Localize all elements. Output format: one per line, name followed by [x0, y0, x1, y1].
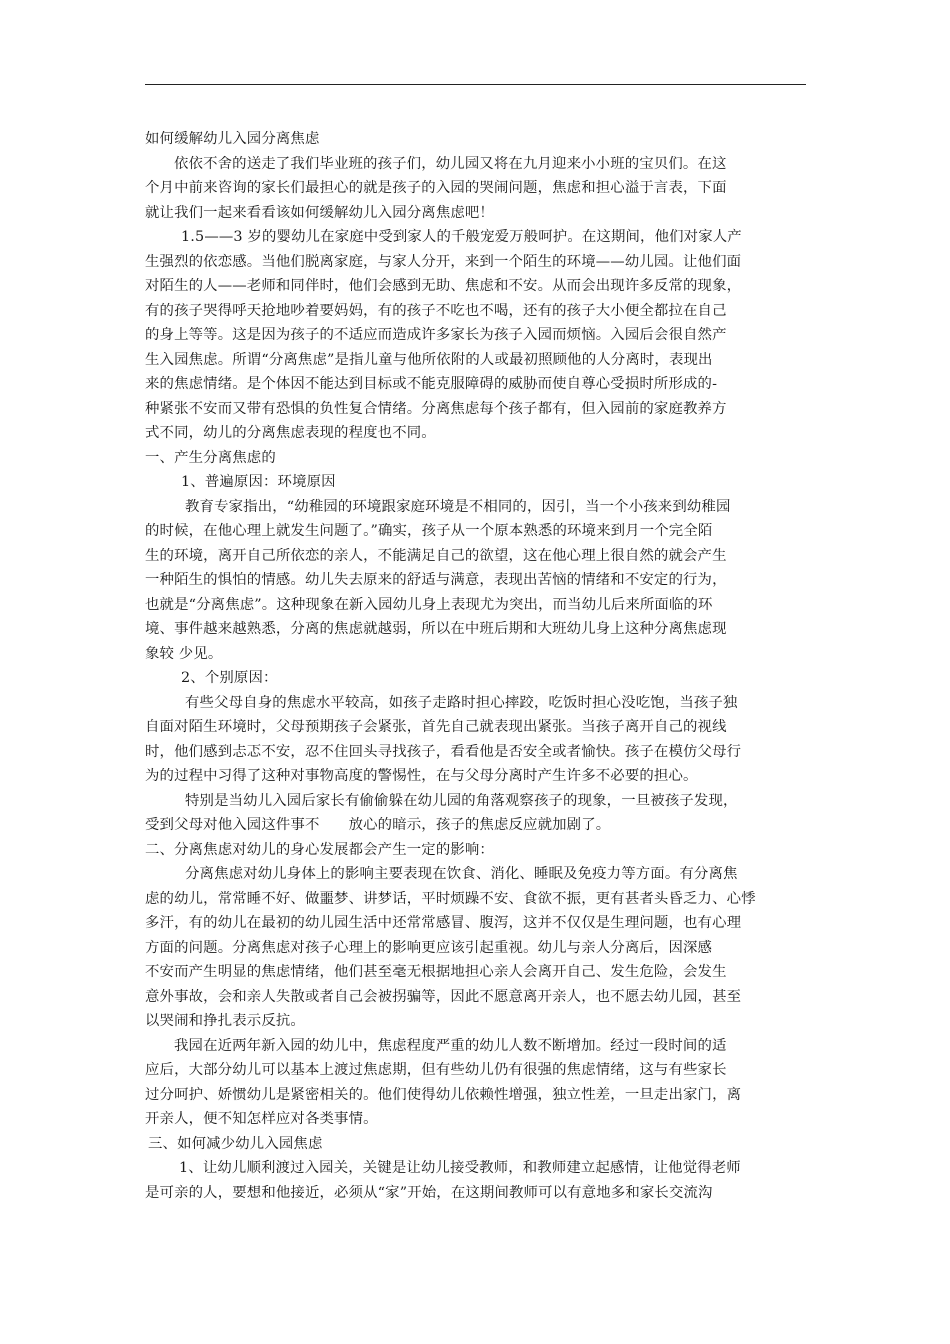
- paragraph-line: 一种陌生的惧怕的情感。幼儿失去原来的舒适与满意，表现出苦恼的情绪和不安定的行为，: [145, 572, 727, 588]
- document-body: [145, 127, 806, 1205]
- paragraph-line: 的时候，在他心理上就发生问题了。”确实，孩子从一个原本熟悉的环境来到月一个完全陌: [145, 523, 713, 539]
- paragraph-line: 象较 少见。: [145, 645, 223, 662]
- paragraph-line: 依依不舍的送走了我们毕业班的孩子们，幼儿园又将在九月迎来小小班的宝贝们。在这: [174, 155, 727, 172]
- paragraph-line: 时，他们感到忐忑不安，忍不住回头寻找孩子，看看他是否安全或者愉快。孩子在模仿父母行: [145, 743, 742, 760]
- paragraph-line: 生入园焦虑。所谓“分离焦虑”是指儿童与他所依附的人或最初照顾他的人分离时，表现出: [145, 351, 713, 368]
- paragraph-line: 特别是当幼儿入园后家长有偷偷躲在幼儿园的角落观察孩子的现象，一旦被孩子发现，: [185, 792, 738, 809]
- paragraph-line: 有些父母自身的焦虑水平较高，如孩子走路时担心摔跤，吃饭时担心没吃饱，当孩子独: [185, 694, 738, 711]
- subsection-heading: 1、普遍原因：环境原因: [181, 474, 336, 490]
- paragraph-line: 个月中前来咨询的家长们最担心的就是孩子的入园的哭闹问题，焦虑和担心溢于言表，下面: [145, 180, 727, 196]
- paragraph-line: 过分呵护、娇惯幼儿是紧密相关的。他们使得幼儿依赖性增强，独立性差，一旦走出家门，离: [145, 1086, 742, 1103]
- paragraph-line: 为的过程中习得了这种对事物高度的警惕性，在与父母分离时产生许多不必要的担心。: [145, 768, 698, 784]
- paragraph-line: 1.5——3 岁的婴幼儿在家庭中受到家人的千般宠爱万般呵护。在这期间，他们对家人产: [181, 229, 742, 245]
- paragraph-line: 就让我们一起来看看该如何缓解幼儿入园分离焦虑吧！: [145, 204, 494, 221]
- paragraph-line: 以哭闹和挣扎表示反抗。: [145, 1013, 305, 1029]
- paragraph-line: 自面对陌生环境时，父母预期孩子会紧张，首先自己就表现出紧张。当孩子离开自己的视线: [145, 719, 727, 735]
- paragraph-line: 也就是“分离焦虑”。这种现象在新入园幼儿身上表现尤为突出，而当幼儿后来所面临的环: [145, 596, 713, 613]
- paragraph-line: 有的孩子哭得呼天抢地吵着要妈妈，有的孩子不吃也不喝，还有的孩子大小便全都拉在自己: [145, 302, 727, 319]
- paragraph-line: 的身上等等。这是因为孩子的不适应而造成许多家长为孩子入园而烦恼。入园后会很自然产: [145, 327, 727, 343]
- paragraph-line: 不安而产生明显的焦虑情绪，他们甚至毫无根据地担心亲人会离开自己、发生危险，会发生: [145, 964, 727, 980]
- paragraph-line: 种紧张不安而又带有恐惧的负性复合情绪。分离焦虑每个孩子都有，但入园前的家庭教养方: [145, 400, 727, 417]
- paragraph-line: 是可亲的人，要想和他接近，必须从“家”开始，在这期间教师可以有意地多和家长交流沟: [145, 1184, 713, 1201]
- paragraph-line: 来的焦虑情绪。是个体因不能达到目标或不能克服障碍的威胁而使自尊心受损时所形成的-: [145, 376, 718, 392]
- paragraph-line: 受到父母对他入园这件事不 放心的暗示，孩子的焦虑反应就加剧了。: [145, 817, 611, 833]
- document-title: 如何缓解幼儿入园分离焦虑: [145, 131, 320, 147]
- paragraph-line: 我园在近两年新入园的幼儿中，焦虑程度严重的幼儿人数不断增加。经过一段时间的适: [174, 1037, 727, 1054]
- section-heading: 一、产生分离焦虑的: [145, 449, 276, 466]
- subsection-heading: 2、个别原因：: [181, 670, 278, 686]
- paragraph-line: 对陌生的人——老师和同伴时，他们会感到无助、焦虑和不安。从而会出现许多反常的现象，: [145, 278, 742, 294]
- paragraph-line: [145, 936, 806, 961]
- paragraph-line: 境、事件越来越熟悉，分离的焦虑就越弱，所以在中班后期和大班幼儿身上这种分离焦虑现: [145, 621, 727, 637]
- paragraph-line: 意外事故，会和亲人失散或者自己会被拐骗等，因此不愿意离开亲人，也不愿去幼儿园，甚至: [145, 988, 742, 1005]
- paragraph-line: 多汗，有的幼儿在最初的幼儿园生活中还常常感冒、腹泻，这并不仅仅是生理问题，也有心理: [145, 915, 742, 931]
- paragraph-line: 1、让幼儿顺利渡过入园关，关键是让幼儿接受教师，和教师建立起感情，让他觉得老师: [179, 1160, 741, 1176]
- paragraph-line: 生强烈的依恋感。当他们脱离家庭，与家人分开，来到一个陌生的环境——幼儿园。让他们面: [145, 253, 742, 270]
- paragraph-line: 虑的幼儿，常常睡不好、做噩梦、讲梦话，平时烦躁不安、食欲不振，更有甚者头昏乏力、心悸: [145, 890, 756, 907]
- paragraph-line: 开亲人，便不知怎样应对各类事情。: [145, 1111, 378, 1127]
- header-rule: [145, 84, 806, 85]
- section-heading: 二、分离焦虑对幼儿的身心发展都会产生一定的影响：: [145, 841, 494, 858]
- paragraph-line: 教育专家指出，“幼稚园的环境跟家庭环境是不相同的，因引，当一个小孩来到幼稚园: [185, 498, 731, 515]
- paragraph-line: 生的环境，离开自己所依恋的亲人，不能满足自己的欲望，这在他心理上很自然的就会产生: [145, 547, 727, 564]
- paragraph-fragment: 分离焦虑对孩子心理上的影响更应该引起重视。幼儿与亲人分离后，因深感: [232, 939, 713, 956]
- paragraph-line: 应后，大部分幼儿可以基本上渡过焦虑期，但有些幼儿仍有很强的焦虑情绪，这与有些家长: [145, 1062, 727, 1078]
- section-heading: 三、如何减少幼儿入园焦虑: [148, 1135, 323, 1152]
- paragraph-line: 分离焦虑对幼儿身体上的影响主要表现在饮食、消化、睡眠及免疫力等方面。有分离焦: [185, 866, 738, 882]
- paragraph-fragment: 方面的问题。: [145, 939, 233, 956]
- paragraph-line: 式不同，幼儿的分离焦虑表现的程度也不同。: [145, 425, 436, 441]
